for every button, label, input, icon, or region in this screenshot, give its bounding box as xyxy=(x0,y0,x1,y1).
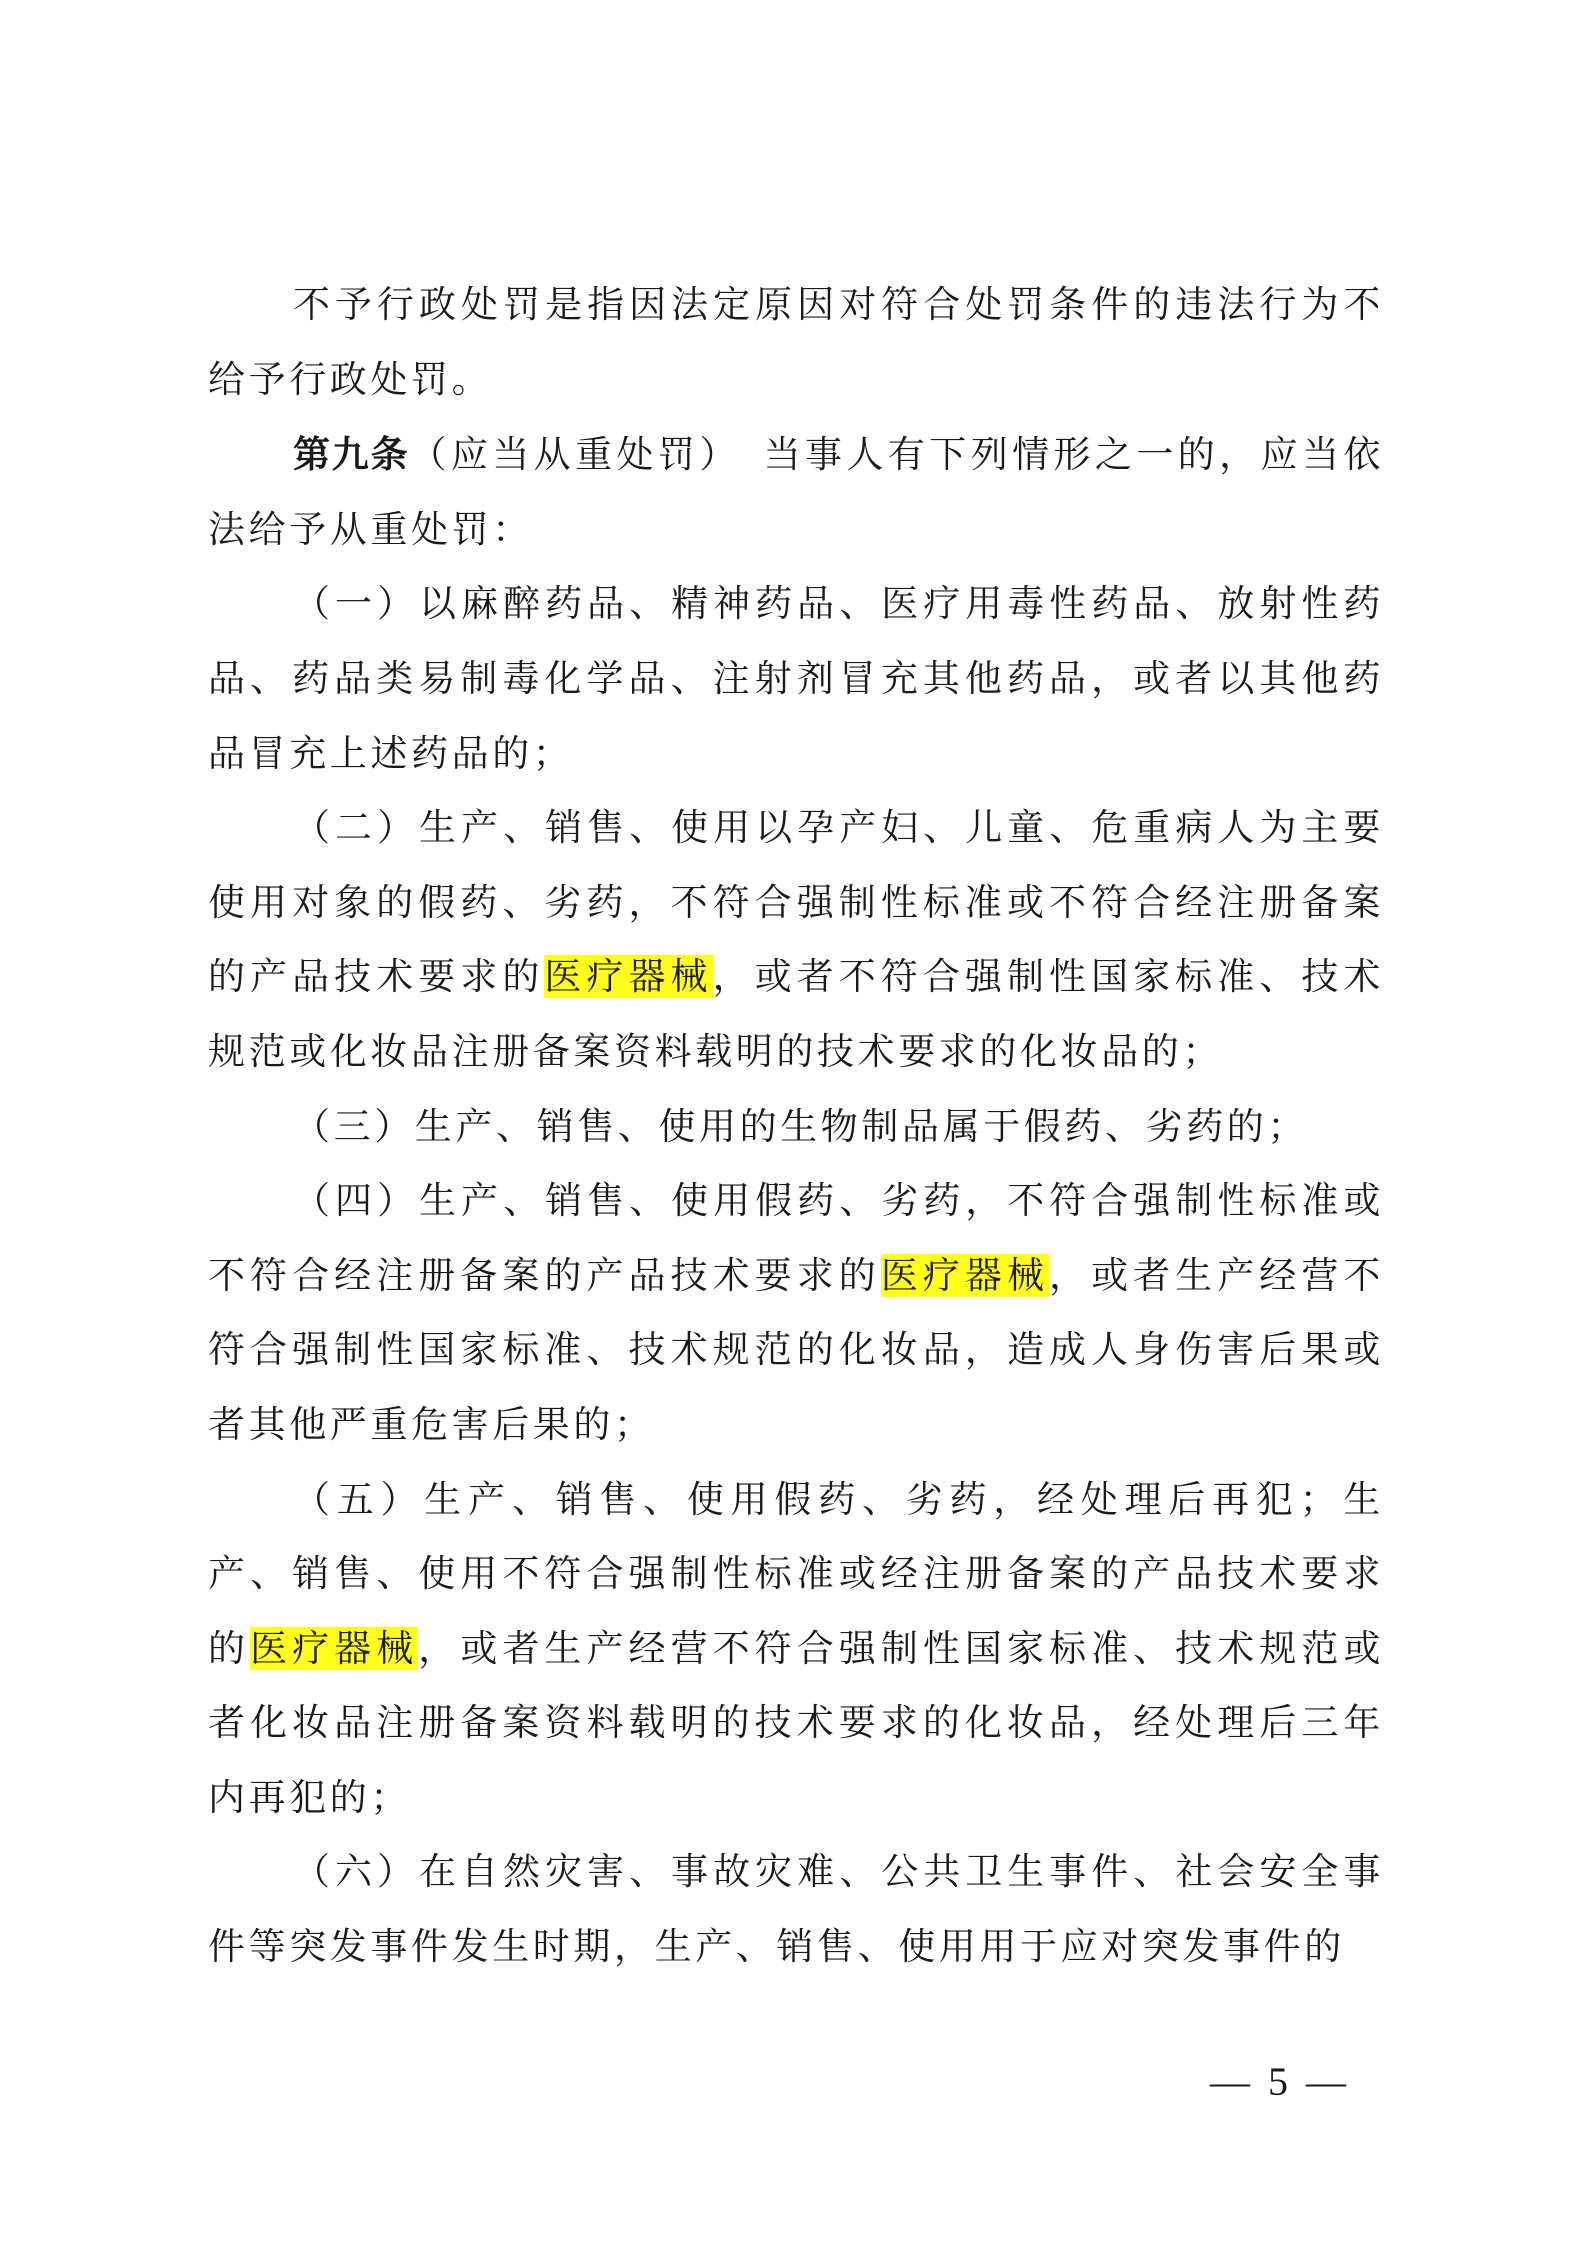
article-paragraph xyxy=(208,417,1384,567)
list-item xyxy=(208,567,1384,791)
paragraph-text: （六）在自然灾害、事故灾难、公共卫生事件、社会安全事件等突发事件发生时期，生产、销售、使用用于应对突发事件的 xyxy=(208,1850,1384,1969)
list-item xyxy=(208,1463,1384,1836)
highlighted-term: 医疗器械 xyxy=(544,955,713,999)
paragraph xyxy=(208,268,1384,417)
list-item xyxy=(208,1164,1384,1462)
paragraph-text: （应当从重处罚） 当事人有下列情形之一的，应当依法给予从重处罚： xyxy=(208,433,1384,551)
paragraph-text: 不予行政处罚是指因法定原因对符合处罚条件的违法行为不给予行政处罚。 xyxy=(208,283,1384,401)
list-item xyxy=(208,1090,1384,1165)
article-heading: 第九条 xyxy=(293,432,410,477)
paragraph-text: （一）以麻醉药品、精神药品、医疗用毒性药品、放射性药品、药品类易制毒化学品、注射剂冒充其他药品，或者以其他药品冒充上述药品的； xyxy=(208,582,1384,775)
paragraph-text: （三）生产、销售、使用的生物制品属于假药、劣药的； xyxy=(293,1104,1308,1148)
paragraph-text: （四）生产、销售、使用假药、劣药，不符合强制性标准或不符合经注册备案的产品技术要求的 xyxy=(208,1179,1384,1297)
paragraph-text: ，或者生产经营不符合强制性国家标准、技术规范的化妆品，造成人身伤害后果或者其他严重危害后果的； xyxy=(208,1253,1384,1446)
highlighted-term: 医疗器械 xyxy=(250,1626,419,1670)
paragraph-text: ，或者生产经营不符合强制性国家标准、技术规范或者化妆品注册备案资料载明的技术要求的化妆品，经处理后三年内再犯的； xyxy=(208,1626,1384,1819)
paragraph-text: ，或者不符合强制性国家标准、技术规范或化妆品注册备案资料载明的技术要求的化妆品的； xyxy=(208,955,1384,1073)
paragraph-text: （二）生产、销售、使用以孕产妇、儿童、危重病人为主要使用对象的假药、劣药，不符合强制性标准或不符合经注册备案的产品技术要求的 xyxy=(208,806,1384,999)
list-item xyxy=(208,1835,1384,1984)
page-number: — 5 — xyxy=(1210,2059,1350,2104)
list-item xyxy=(208,791,1384,1089)
paragraph-text: （五）生产、销售、使用假药、劣药，经处理后再犯；生产、销售、使用不符合强制性标准或经注册备案的产品技术要求的 xyxy=(208,1477,1384,1670)
highlighted-term: 医疗器械 xyxy=(880,1253,1050,1297)
document-body xyxy=(208,268,1384,1985)
